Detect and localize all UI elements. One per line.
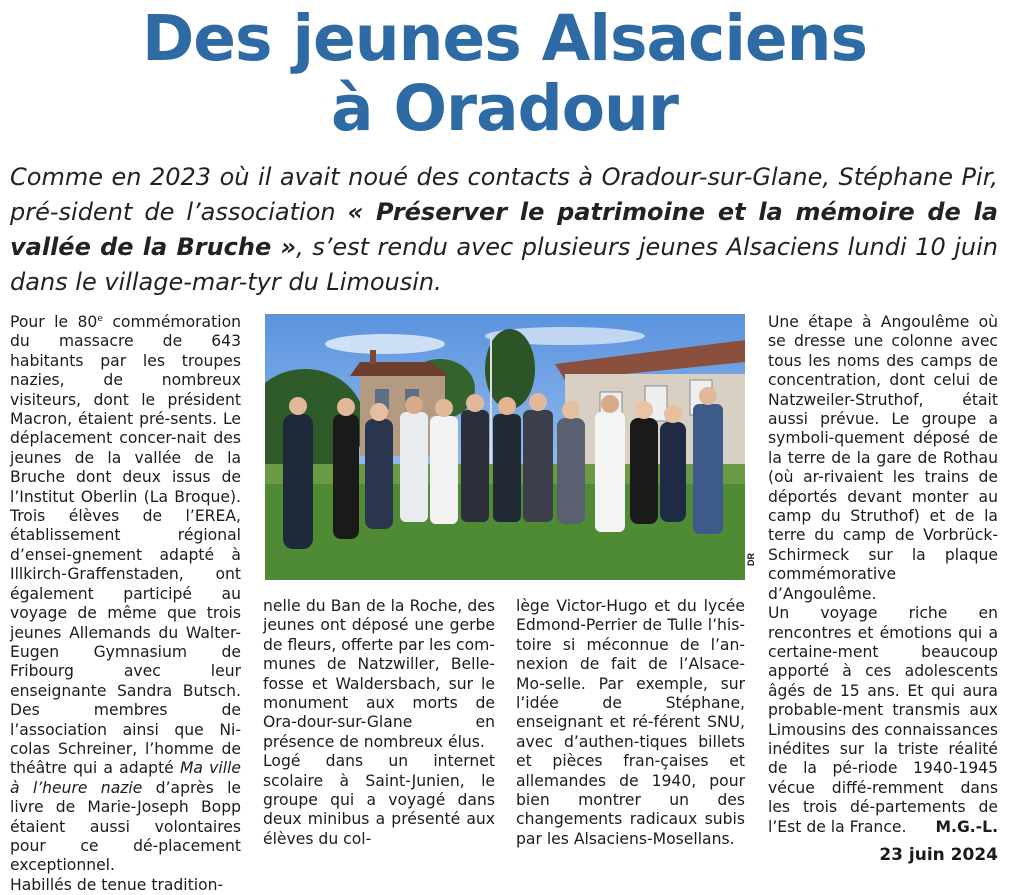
column-1 [10,313,241,895]
article-headline [0,4,1009,144]
photo-credit: DR [746,553,756,566]
col1-text-a: Pour le 80 [10,313,98,331]
publication-date: 23 juin 2024 [879,845,998,865]
col4-paragraph-1: Une étape à Angoulême où se dresse une colonne avec tous les noms des camps de concentration, dont celui de Natzweiler-Struthof, était aussi prévue. Le groupe a symboli-quement déposé de la terre de la gare de Rothau (où ar-rivaient les trains de déportés devant monter au camp du Struthof) et de la terre du camp de Vorbrück-Schirmeck sur la plaque commémorative d’Angoulême. [768,313,998,603]
headline-line-2: à Oradour [331,72,678,145]
col2-paragraph-2: Logé dans un internet scolaire à Saint-Junien, le groupe qui a voyagé dans deux minibus a présenté aux élèves du col- [263,752,495,848]
author-signature: M.G.-L. [935,817,998,836]
col2-paragraph-1: nelle du Ban de la Roche, des jeunes ont déposé une gerbe de fleurs, offerte par les com-munes de Natzwiller, Belle-fosse et Waldersbach, sur le monument aux morts de Ora-dour-sur-Glane en présence de nombreux élus. [263,597,495,751]
column-4 [768,313,998,837]
lead-text-2: , s’est rendu avec plusieurs jeunes Alsaciens lundi 10 juin dans le village-mar-tyr du Limousin. [10,233,998,296]
lead-text-1: Comme en 2023 où il avait noué des contacts à Oradour-sur-Glane, Stéphane Pir, pré-sident de l’association [10,163,998,226]
article-lead [10,160,998,300]
column-3 [516,597,745,849]
lead-association-name: « Préserver le patrimoine et la mémoire de la vallée de la Bruche » [10,198,998,261]
col3-paragraph-1: lège Victor-Hugo et du lycée Edmond-Perrier de Tulle l’his-toire si méconnue de l’an-nexion de fait de l’Alsace-Mo-selle. Par exemple, sur l’idée de Stéphane, enseignant et ré-férent SNU, avec d’authen-tiques billets et pièces fran-çaises et allemandes de 1940, pour bien montrer un des changements radicaux subis par les Alsaciens-Mosellans. [516,597,745,848]
col4-paragraph-2: Un voyage riche en rencontres et émotions qui a certaine-ment beaucoup apporté à ces adolescents âgés de 15 ans. Et qui aura probable-ment transmis aux Limousins des connaissances inédites sur la triste réalité de la pé-riode 1940-1945 vécue diffé-remment dans les trois dé-partements de l’Est de la France. [768,604,998,836]
col1-text-c: d’après le livre de Marie-Joseph Bopp étaient aussi volontaires pour ce dé-placement exceptionnel. [10,778,241,875]
group-photo-illustration [265,314,745,580]
column-2 [263,597,495,849]
col1-book-title: Ma ville à l’heure nazie [10,759,241,797]
col1-text-b: commémoration du massacre de 643 habitants par les troupes nazies, de nombreux visiteurs, dont le président Macron, étaient pré-sents. Le déplacement concer-nait des jeunes de la vallée de la Bruche dont deux issus de l’Institut Oberlin (La Broque). Trois élèves de l’EREA, établissement régional d’ensei-gnement adapté à Illkirch-Graffenstaden, ont également participé au voyage de même que trois jeunes Allemands du Walter-Eugen Gymnasium de Fribourg avec leur enseignante Sandra Butsch. Des membres de l’association ainsi que Ni-colas Schreiner, l’homme de théâtre qui a adapté [10,313,241,778]
col1-paragraph-2: Habillés de tenue tradition- [10,875,224,894]
headline-line-1: Des jeunes Alsaciens [141,2,868,75]
col1-paragraph-1 [10,313,241,876]
col1-superscript: e [97,314,103,324]
group-photo [265,314,745,580]
